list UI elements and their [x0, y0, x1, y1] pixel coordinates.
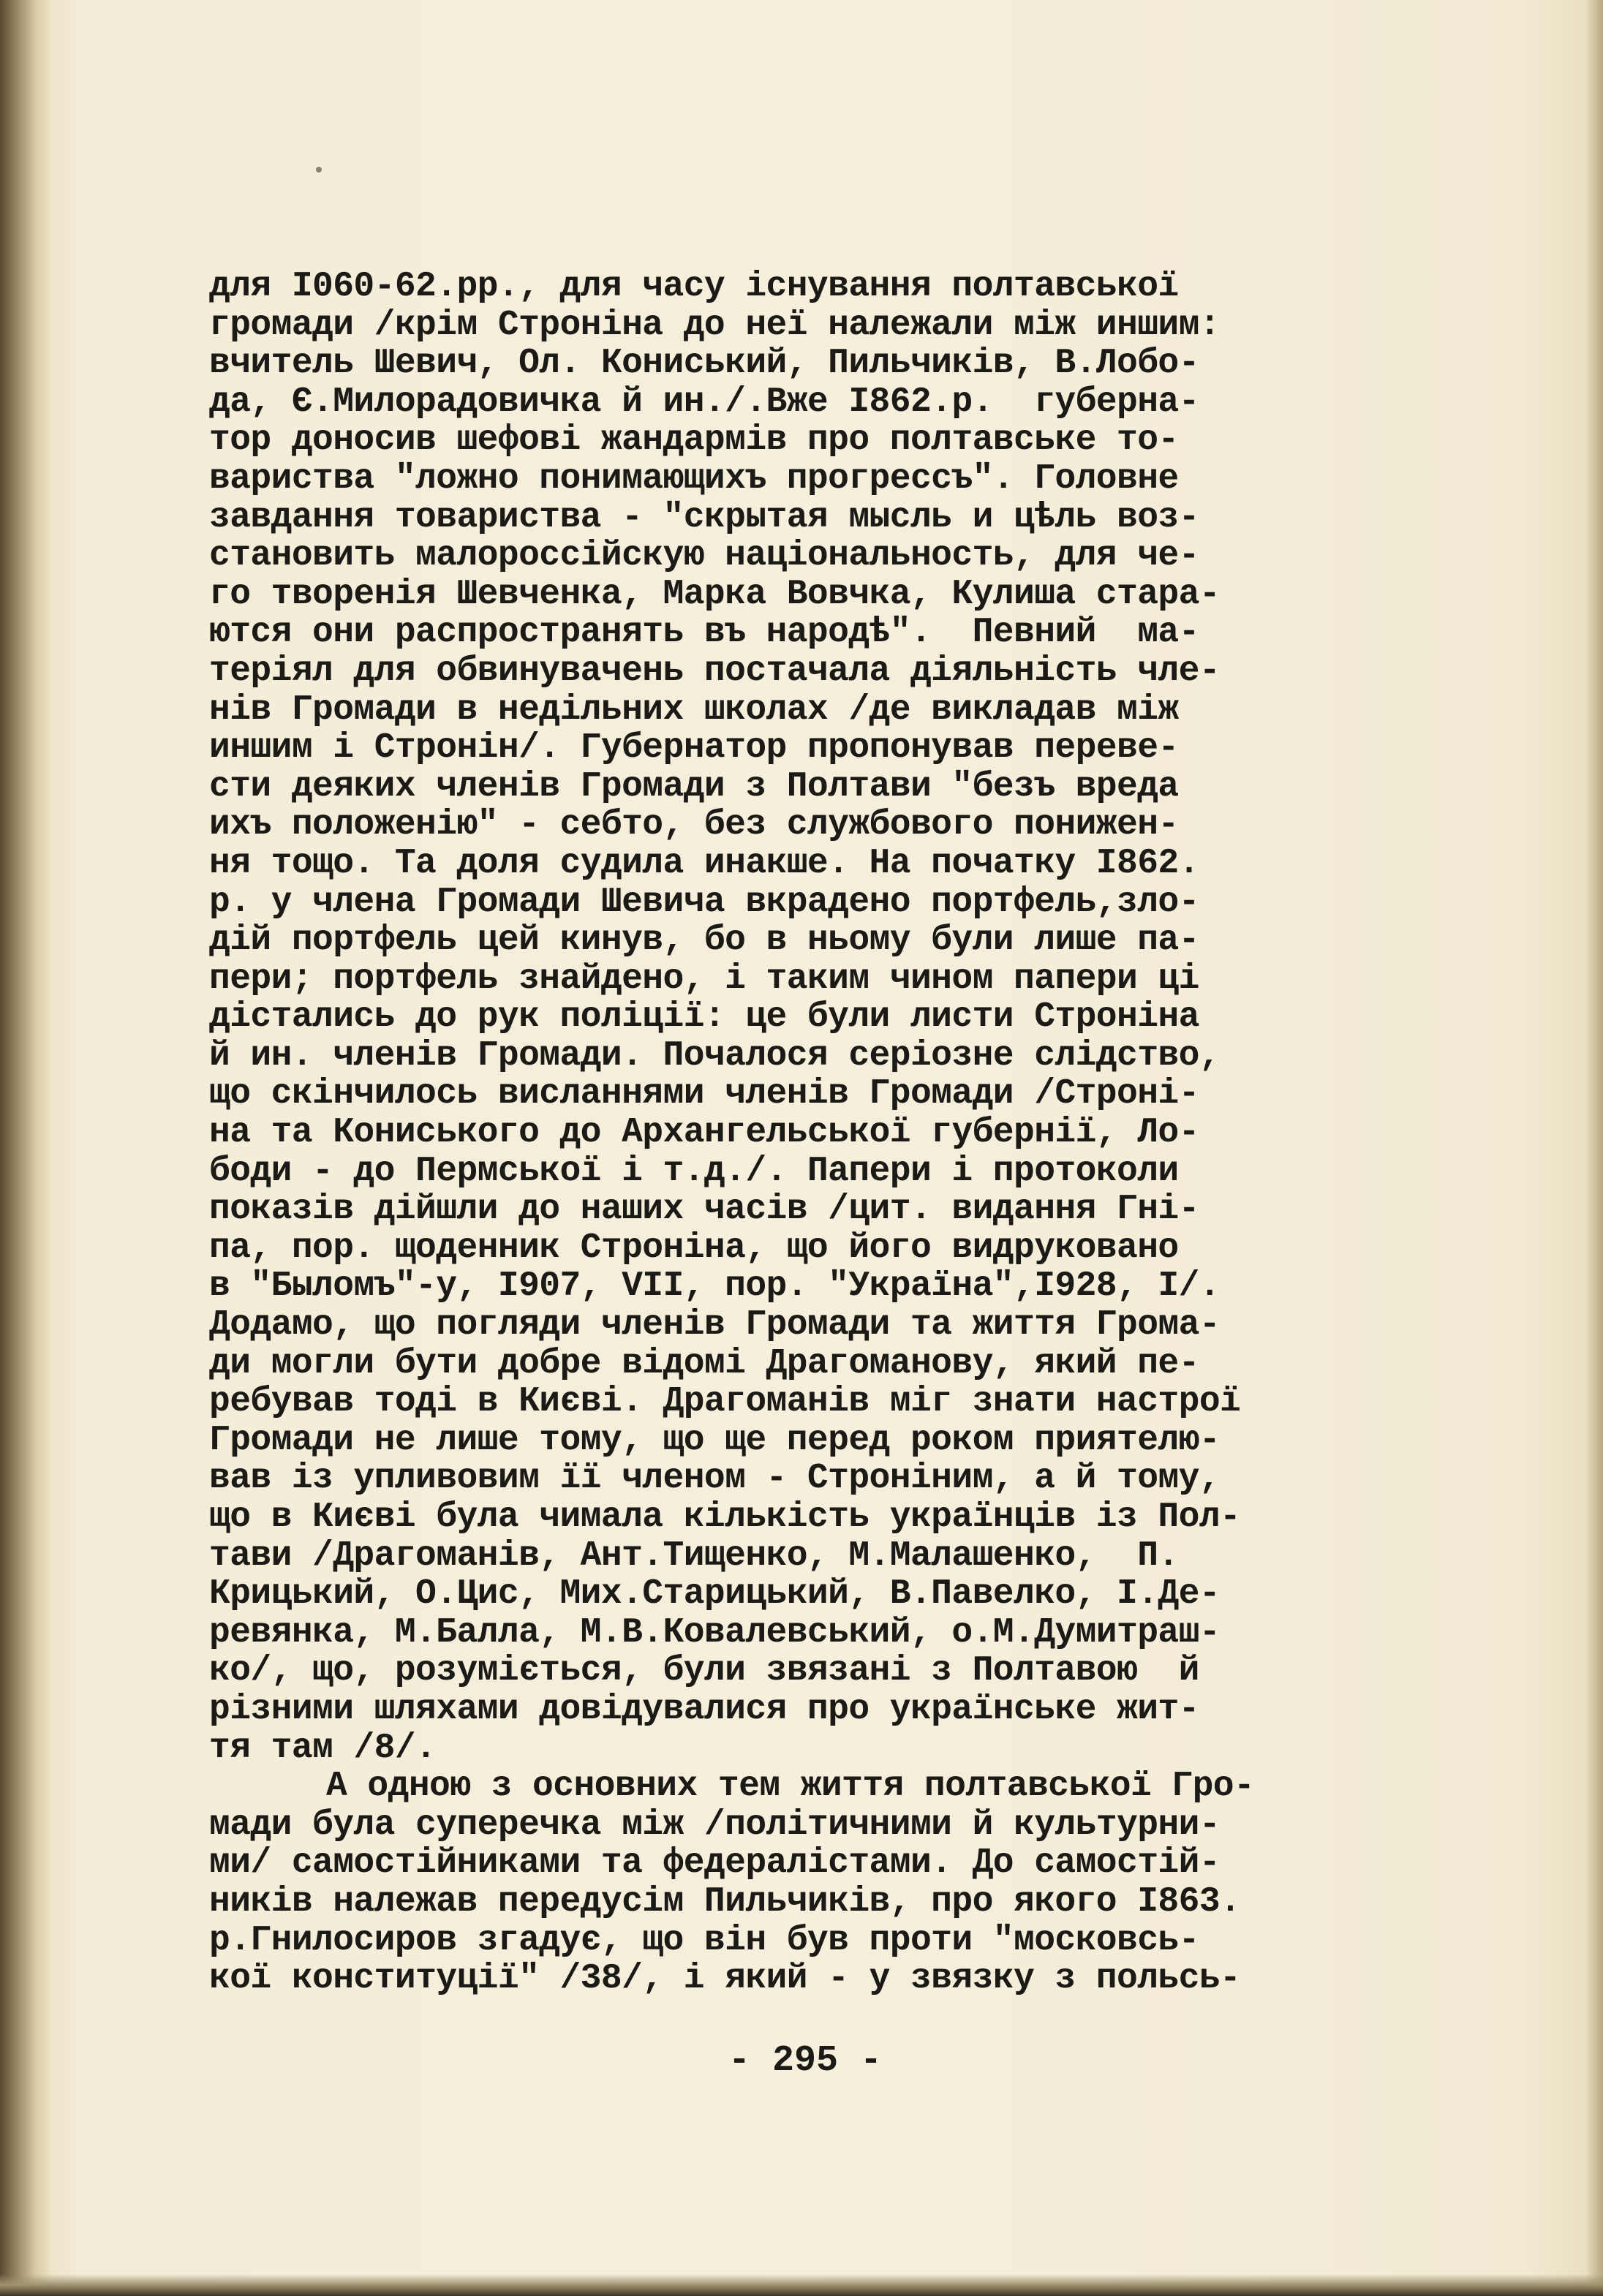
ink-speck: [316, 167, 322, 173]
text-line: становить малороссійскую національность, для че-: [209, 536, 1199, 576]
text-line: вав із упливовим її членом - Строніним, а й тому,: [209, 1459, 1221, 1499]
text-line: да, Є.Милорадовичка й ин./.Вже I862.р. губерна-: [209, 382, 1199, 422]
text-line: ми/ самостійниками та федералістами. До самостій-: [209, 1843, 1221, 1884]
text-line: ихъ положенію" - себто, без службового понижен-: [209, 805, 1179, 845]
page-edge: [1585, 0, 1603, 2296]
text-line: го творенія Шевченка, Марка Вовчка, Кулиша стара-: [209, 574, 1221, 614]
text-line: иншим і Стронін/. Губернатор пропонував переве-: [209, 728, 1179, 769]
paragraph-first-line: А одною з основних тем життя полтавської Гро-: [326, 1767, 1255, 1807]
text-line: боди - до Пермської і т.д./. Папери і протоколи: [209, 1151, 1179, 1191]
text-line: показів дійшли до наших часів /цит. видання Гні-: [209, 1190, 1199, 1230]
text-line: Додамо, що погляди членів Громади та життя Грома-: [209, 1305, 1221, 1345]
text-line: Громади не лише тому, що ще перед роком приятелю-: [209, 1420, 1221, 1460]
text-line: вчитель Шевич, Ол. Кониський, Пильчиків, В.Лобо-: [209, 344, 1199, 384]
text-line: тор доносив шефові жандармів про полтавське то-: [209, 420, 1179, 461]
text-line: що в Києві була чимала кількість українців із Пол-: [209, 1498, 1241, 1537]
text-line: ди могли бути добре відомі Драгоманову, який пе-: [209, 1343, 1199, 1383]
text-line: ко/, що, розуміється, були звязані з Полтавою й: [209, 1651, 1199, 1691]
binding-shadow: [0, 0, 51, 2296]
text-line: па, пор. щоденник Строніна, що його видруковано: [209, 1228, 1179, 1268]
bottom-shadow: [0, 2274, 1603, 2296]
text-line: сти деяких членів Громади з Полтави "безъ вреда: [209, 766, 1179, 807]
text-line: різними шляхами довідувалися про українське жит-: [209, 1689, 1199, 1729]
text-line: в "Быломъ"-у, I907, VII, пор. "Україна",I928, I/.: [209, 1266, 1221, 1307]
text-line: вариства "ложно понимающихъ прогрессъ". Головне: [209, 458, 1179, 499]
text-line: р. у члена Громади Шевича вкрадено портфель,зло-: [209, 882, 1199, 922]
text-line: ників належав передусім Пильчиків, про якого I863.: [209, 1881, 1241, 1922]
text-line: ревянка, М.Балла, М.В.Ковалевський, о.М.Думитраш-: [209, 1612, 1221, 1653]
text-line: р.Гнилосиров згадує, що він був проти "московсь-: [209, 1920, 1199, 1960]
text-line: для I060-62.рр., для часу існування полтавської: [209, 267, 1179, 306]
text-line: дій портфель цей кинув, бо в ньому були лише па-: [209, 921, 1199, 961]
text-line: завдання товариства - "скрытая мысль и цѣль воз-: [209, 497, 1199, 537]
text-line: ребував тоді в Києві. Драгоманів міг знати настрої: [209, 1382, 1241, 1422]
text-line: мади була суперечка між /політичними й культурни-: [209, 1805, 1221, 1845]
text-line: тя там /8/.: [209, 1728, 437, 1768]
text-line: ня тощо. Та доля судила инакше. На початку I862.: [209, 843, 1199, 883]
page-number: - 295 -: [728, 2040, 883, 2082]
text-line: пери; портфель знайдено, і таким чином папери ці: [209, 959, 1199, 999]
text-line: що скінчилось висланнями членів Громади /Строні-: [209, 1074, 1199, 1114]
text-line: Крицький, О.Цис, Мих.Старицький, В.Павелко, І.Де-: [209, 1574, 1221, 1615]
text-line: кої конституції" /38/, і який - у звязку з польсь-: [209, 1959, 1241, 1999]
text-line: й ин. членів Громади. Почалося серіозне слідство,: [209, 1035, 1221, 1076]
text-line: нів Громади в недільних школах /де викладав між: [209, 690, 1179, 730]
typewritten-body: [209, 268, 1423, 1998]
text-line: теріял для обвинувачень постачала діяльність чле-: [209, 651, 1221, 691]
text-line: громади /крім Строніна до неї належали між иншим:: [209, 305, 1221, 345]
text-line: на та Кониського до Архангельської губернії, Ло-: [209, 1113, 1199, 1153]
text-line: ются они распространять въ народѣ". Певний ма-: [209, 613, 1199, 653]
text-line: дістались до рук поліції: це були листи Строніна: [209, 997, 1199, 1038]
text-line: тави /Драгоманів, Ант.Тищенко, М.Малашенко, П.: [209, 1536, 1179, 1576]
